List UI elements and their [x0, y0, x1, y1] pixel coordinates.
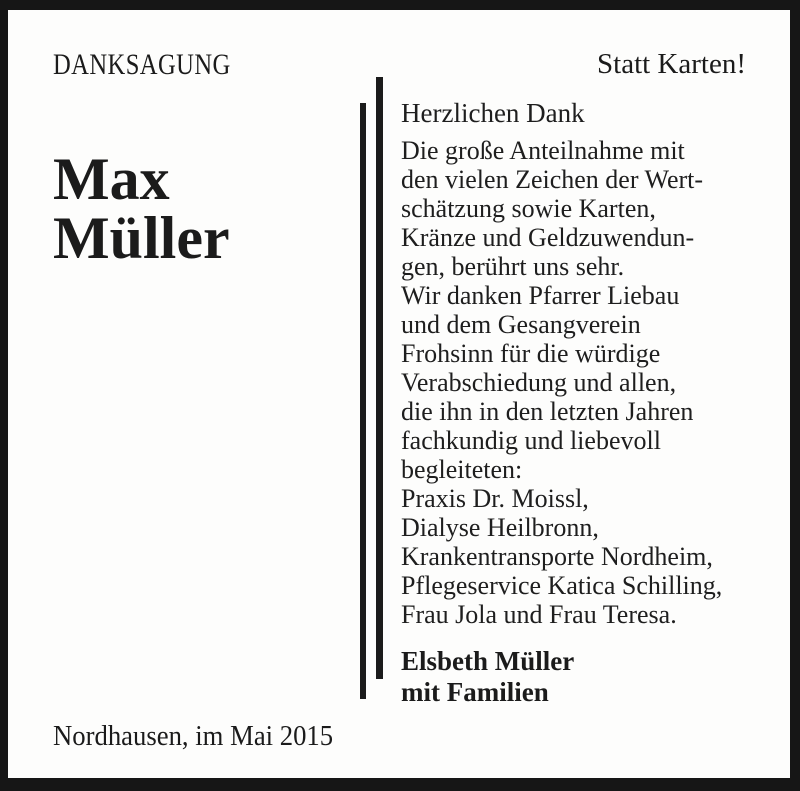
body-line: fachkundig und liebevoll [401, 426, 661, 455]
statt-karten-note: Statt Karten! [597, 48, 746, 80]
signature-family: mit Familien [401, 677, 549, 707]
body-line: Frau Jola und Frau Teresa. [401, 600, 677, 629]
body-line: Dialyse Heilbronn, [401, 513, 599, 542]
body-line: Die große Anteilnahme mit [401, 136, 685, 165]
body-line: Wir danken Pfarrer Liebau [401, 281, 680, 310]
place-and-date: Nordhausen, im Mai 2015 [53, 720, 334, 752]
decorative-vertical-rule-left [360, 103, 366, 699]
notice-paper-sheet [8, 10, 790, 778]
body-line: Kränze und Geldzuwendun- [401, 223, 695, 252]
body-line: gen, berührt uns sehr. [401, 252, 625, 281]
body-line: Praxis Dr. Moissl, [401, 484, 589, 513]
signature-name: Elsbeth Müller [401, 646, 575, 676]
body-line: Krankentransporte Nordheim, [401, 542, 713, 571]
deceased-name-line1: Max [53, 146, 170, 212]
notice-kicker: DANKSAGUNG [53, 48, 231, 81]
notice-text-column [401, 98, 786, 708]
decorative-vertical-rule-right [376, 77, 383, 679]
body-line: Pflegeservice Katica Schilling, [401, 571, 723, 600]
deceased-name [53, 146, 230, 271]
body-line: Frohsinn für die würdige [401, 339, 661, 368]
salutation: Herzlichen Dank [401, 98, 585, 128]
signature-block [401, 646, 786, 708]
body-line: Verabschiedung und allen, [401, 368, 677, 397]
body-line: und dem Gesangverein [401, 310, 641, 339]
body-line: den vielen Zeichen der Wert- [401, 165, 704, 194]
body-line: begleiteten: [401, 455, 523, 484]
deceased-name-line2: Müller [53, 205, 230, 271]
body-line: die ihn in den letzten Jahren [401, 397, 694, 426]
body-line: schätzung sowie Karten, [401, 194, 656, 223]
notice-paragraph [401, 136, 786, 629]
